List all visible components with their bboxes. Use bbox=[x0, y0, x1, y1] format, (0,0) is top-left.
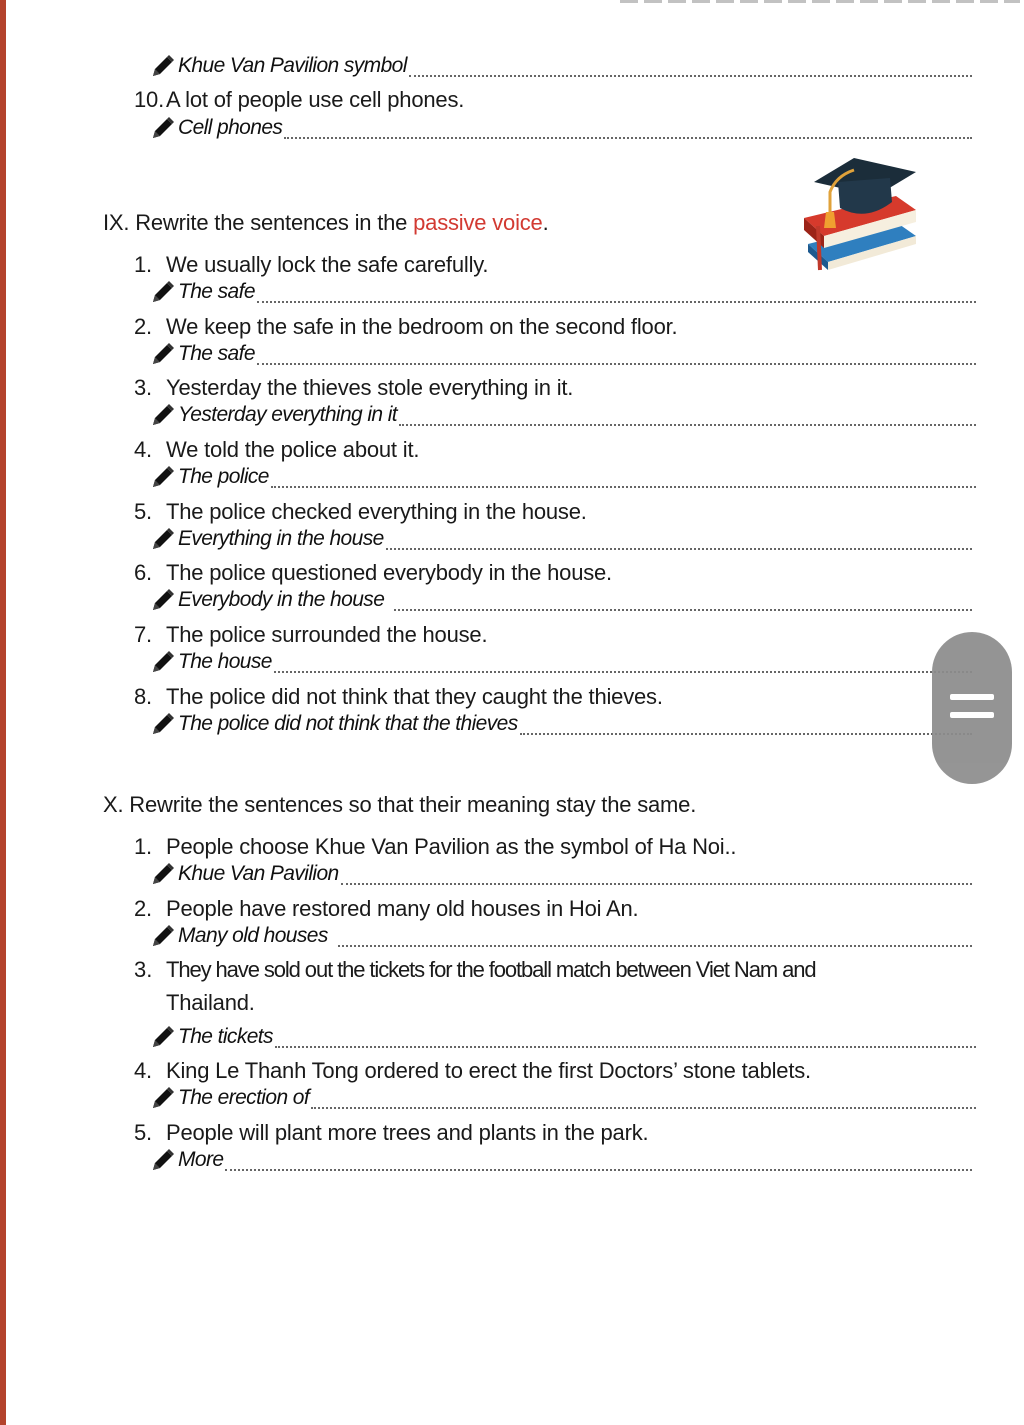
dotted-fill-line bbox=[394, 587, 972, 611]
dotted-fill-line bbox=[338, 923, 972, 947]
pencil-icon bbox=[150, 587, 176, 613]
dotted-fill-line bbox=[271, 464, 976, 488]
dotted-fill-line bbox=[274, 649, 972, 673]
answer-prompt: The safe bbox=[178, 280, 255, 303]
question-text: They have sold out the tickets for the football match between Viet Nam and bbox=[166, 957, 816, 982]
item-number: 1. bbox=[134, 834, 152, 859]
answer-prompt: The tickets bbox=[178, 1025, 273, 1048]
pencil-icon bbox=[150, 649, 176, 675]
graduation-books-icon bbox=[796, 152, 922, 276]
pencil-icon bbox=[150, 464, 176, 490]
scroll-handle[interactable] bbox=[932, 632, 1012, 784]
item-number: 6. bbox=[134, 560, 152, 585]
section-9-title bbox=[103, 208, 549, 238]
item-number: 2. bbox=[134, 314, 152, 339]
question-text: A lot of people use cell phones. bbox=[166, 87, 465, 112]
question-text: The police checked everything in the house. bbox=[166, 499, 587, 524]
answer-line-10-5[interactable] bbox=[150, 1144, 972, 1174]
dotted-fill-line bbox=[409, 53, 972, 77]
grip-line bbox=[950, 694, 994, 700]
item-number: 2. bbox=[134, 896, 152, 921]
question-text: The police surrounded the house. bbox=[166, 622, 488, 647]
answer-line-9-3[interactable] bbox=[150, 399, 976, 429]
dotted-fill-line bbox=[284, 115, 972, 139]
pencil-icon bbox=[150, 711, 176, 737]
answer-line-8-10[interactable] bbox=[150, 112, 972, 142]
page-left-border bbox=[0, 0, 6, 1425]
answer-line-9-6[interactable] bbox=[150, 584, 972, 614]
answer-prompt: Everything in the house bbox=[178, 527, 384, 550]
answer-line-9-5[interactable] bbox=[150, 523, 972, 553]
question-text: Yesterday the thieves stole everything in it. bbox=[166, 375, 574, 400]
answer-prompt: The erection of bbox=[178, 1086, 310, 1109]
item-number: 7. bbox=[134, 622, 152, 647]
dotted-fill-line bbox=[399, 402, 976, 426]
item-number: 8. bbox=[134, 684, 152, 709]
dotted-fill-line bbox=[520, 711, 972, 735]
dotted-fill-line bbox=[257, 279, 976, 303]
item-number: 5. bbox=[134, 499, 152, 524]
pencil-icon bbox=[150, 402, 176, 428]
item-number: 5. bbox=[134, 1120, 152, 1145]
answer-prompt: Khue Van Pavilion bbox=[178, 862, 339, 885]
answer-prompt: The house bbox=[178, 650, 272, 673]
question-text: People choose Khue Van Pavilion as the symbol of Ha Noi.. bbox=[166, 834, 737, 859]
answer-line-9-4[interactable] bbox=[150, 461, 976, 491]
item-number: 4. bbox=[134, 1058, 152, 1083]
answer-prompt: Cell phones bbox=[178, 116, 283, 139]
dotted-fill-line bbox=[225, 1147, 972, 1171]
answer-line-10-2[interactable] bbox=[150, 920, 972, 950]
dotted-fill-line bbox=[341, 861, 972, 885]
question-text: The police questioned everybody in the house. bbox=[166, 560, 612, 585]
answer-prompt: Khue Van Pavilion symbol bbox=[178, 54, 407, 77]
pencil-icon bbox=[150, 53, 176, 79]
pencil-icon bbox=[150, 1024, 176, 1050]
answer-prompt: The safe bbox=[178, 342, 255, 365]
answer-line-9-8[interactable] bbox=[150, 708, 972, 738]
dotted-fill-line bbox=[257, 341, 976, 365]
cropped-top-text bbox=[620, 0, 1020, 3]
question-text: People will plant more trees and plants in the park. bbox=[166, 1120, 649, 1145]
answer-line-10-1[interactable] bbox=[150, 858, 972, 888]
grip-line bbox=[950, 712, 994, 718]
answer-prompt: Everybody in the house bbox=[178, 588, 385, 611]
section-title-part: IX. Rewrite the sentences in the bbox=[103, 210, 414, 235]
question-8-10 bbox=[134, 85, 464, 115]
answer-line-10-3[interactable] bbox=[150, 1021, 976, 1051]
section-10-title: X. Rewrite the sentences so that their meaning stay the same. bbox=[103, 792, 697, 817]
dotted-fill-line bbox=[275, 1024, 976, 1048]
question-text: People have restored many old houses in Hoi An. bbox=[166, 896, 639, 921]
answer-line-8-9[interactable] bbox=[150, 50, 972, 80]
answer-prompt: Yesterday everything in it bbox=[178, 403, 398, 426]
dotted-fill-line bbox=[311, 1085, 976, 1109]
pencil-icon bbox=[150, 923, 176, 949]
answer-prompt: The police bbox=[178, 465, 269, 488]
answer-prompt: The police did not think that the thieves bbox=[178, 712, 518, 735]
answer-line-9-7[interactable] bbox=[150, 646, 972, 676]
item-number: 3. bbox=[134, 957, 153, 982]
answer-line-9-2[interactable] bbox=[150, 338, 976, 368]
question-text: The police did not think that they caught the thieves. bbox=[166, 684, 663, 709]
item-number: 3. bbox=[134, 375, 152, 400]
question-text: We usually lock the safe carefully. bbox=[166, 252, 489, 277]
pencil-icon bbox=[150, 1147, 176, 1173]
section-title-part: . bbox=[542, 210, 549, 235]
answer-prompt: More bbox=[178, 1148, 224, 1171]
question-text: We told the police about it. bbox=[166, 437, 420, 462]
answer-line-9-1[interactable] bbox=[150, 276, 976, 306]
question-10-3 bbox=[134, 955, 816, 985]
item-number: 1. bbox=[134, 252, 152, 277]
pencil-icon bbox=[150, 341, 176, 367]
item-number: 10. bbox=[134, 87, 164, 112]
question-text: We keep the safe in the bedroom on the second floor. bbox=[166, 314, 678, 339]
dotted-fill-line bbox=[386, 526, 972, 550]
section-title-part: passive voice bbox=[413, 210, 543, 235]
pencil-icon bbox=[150, 526, 176, 552]
pencil-icon bbox=[150, 861, 176, 887]
item-number: 4. bbox=[134, 437, 152, 462]
answer-line-10-4[interactable] bbox=[150, 1082, 976, 1112]
question-10-3-continued: Thailand. bbox=[166, 990, 255, 1015]
question-text: King Le Thanh Tong ordered to erect the first Doctors’ stone tablets. bbox=[166, 1058, 811, 1083]
pencil-icon bbox=[150, 115, 176, 141]
answer-prompt: Many old houses bbox=[178, 924, 328, 947]
pencil-icon bbox=[150, 1085, 176, 1111]
pencil-icon bbox=[150, 279, 176, 305]
